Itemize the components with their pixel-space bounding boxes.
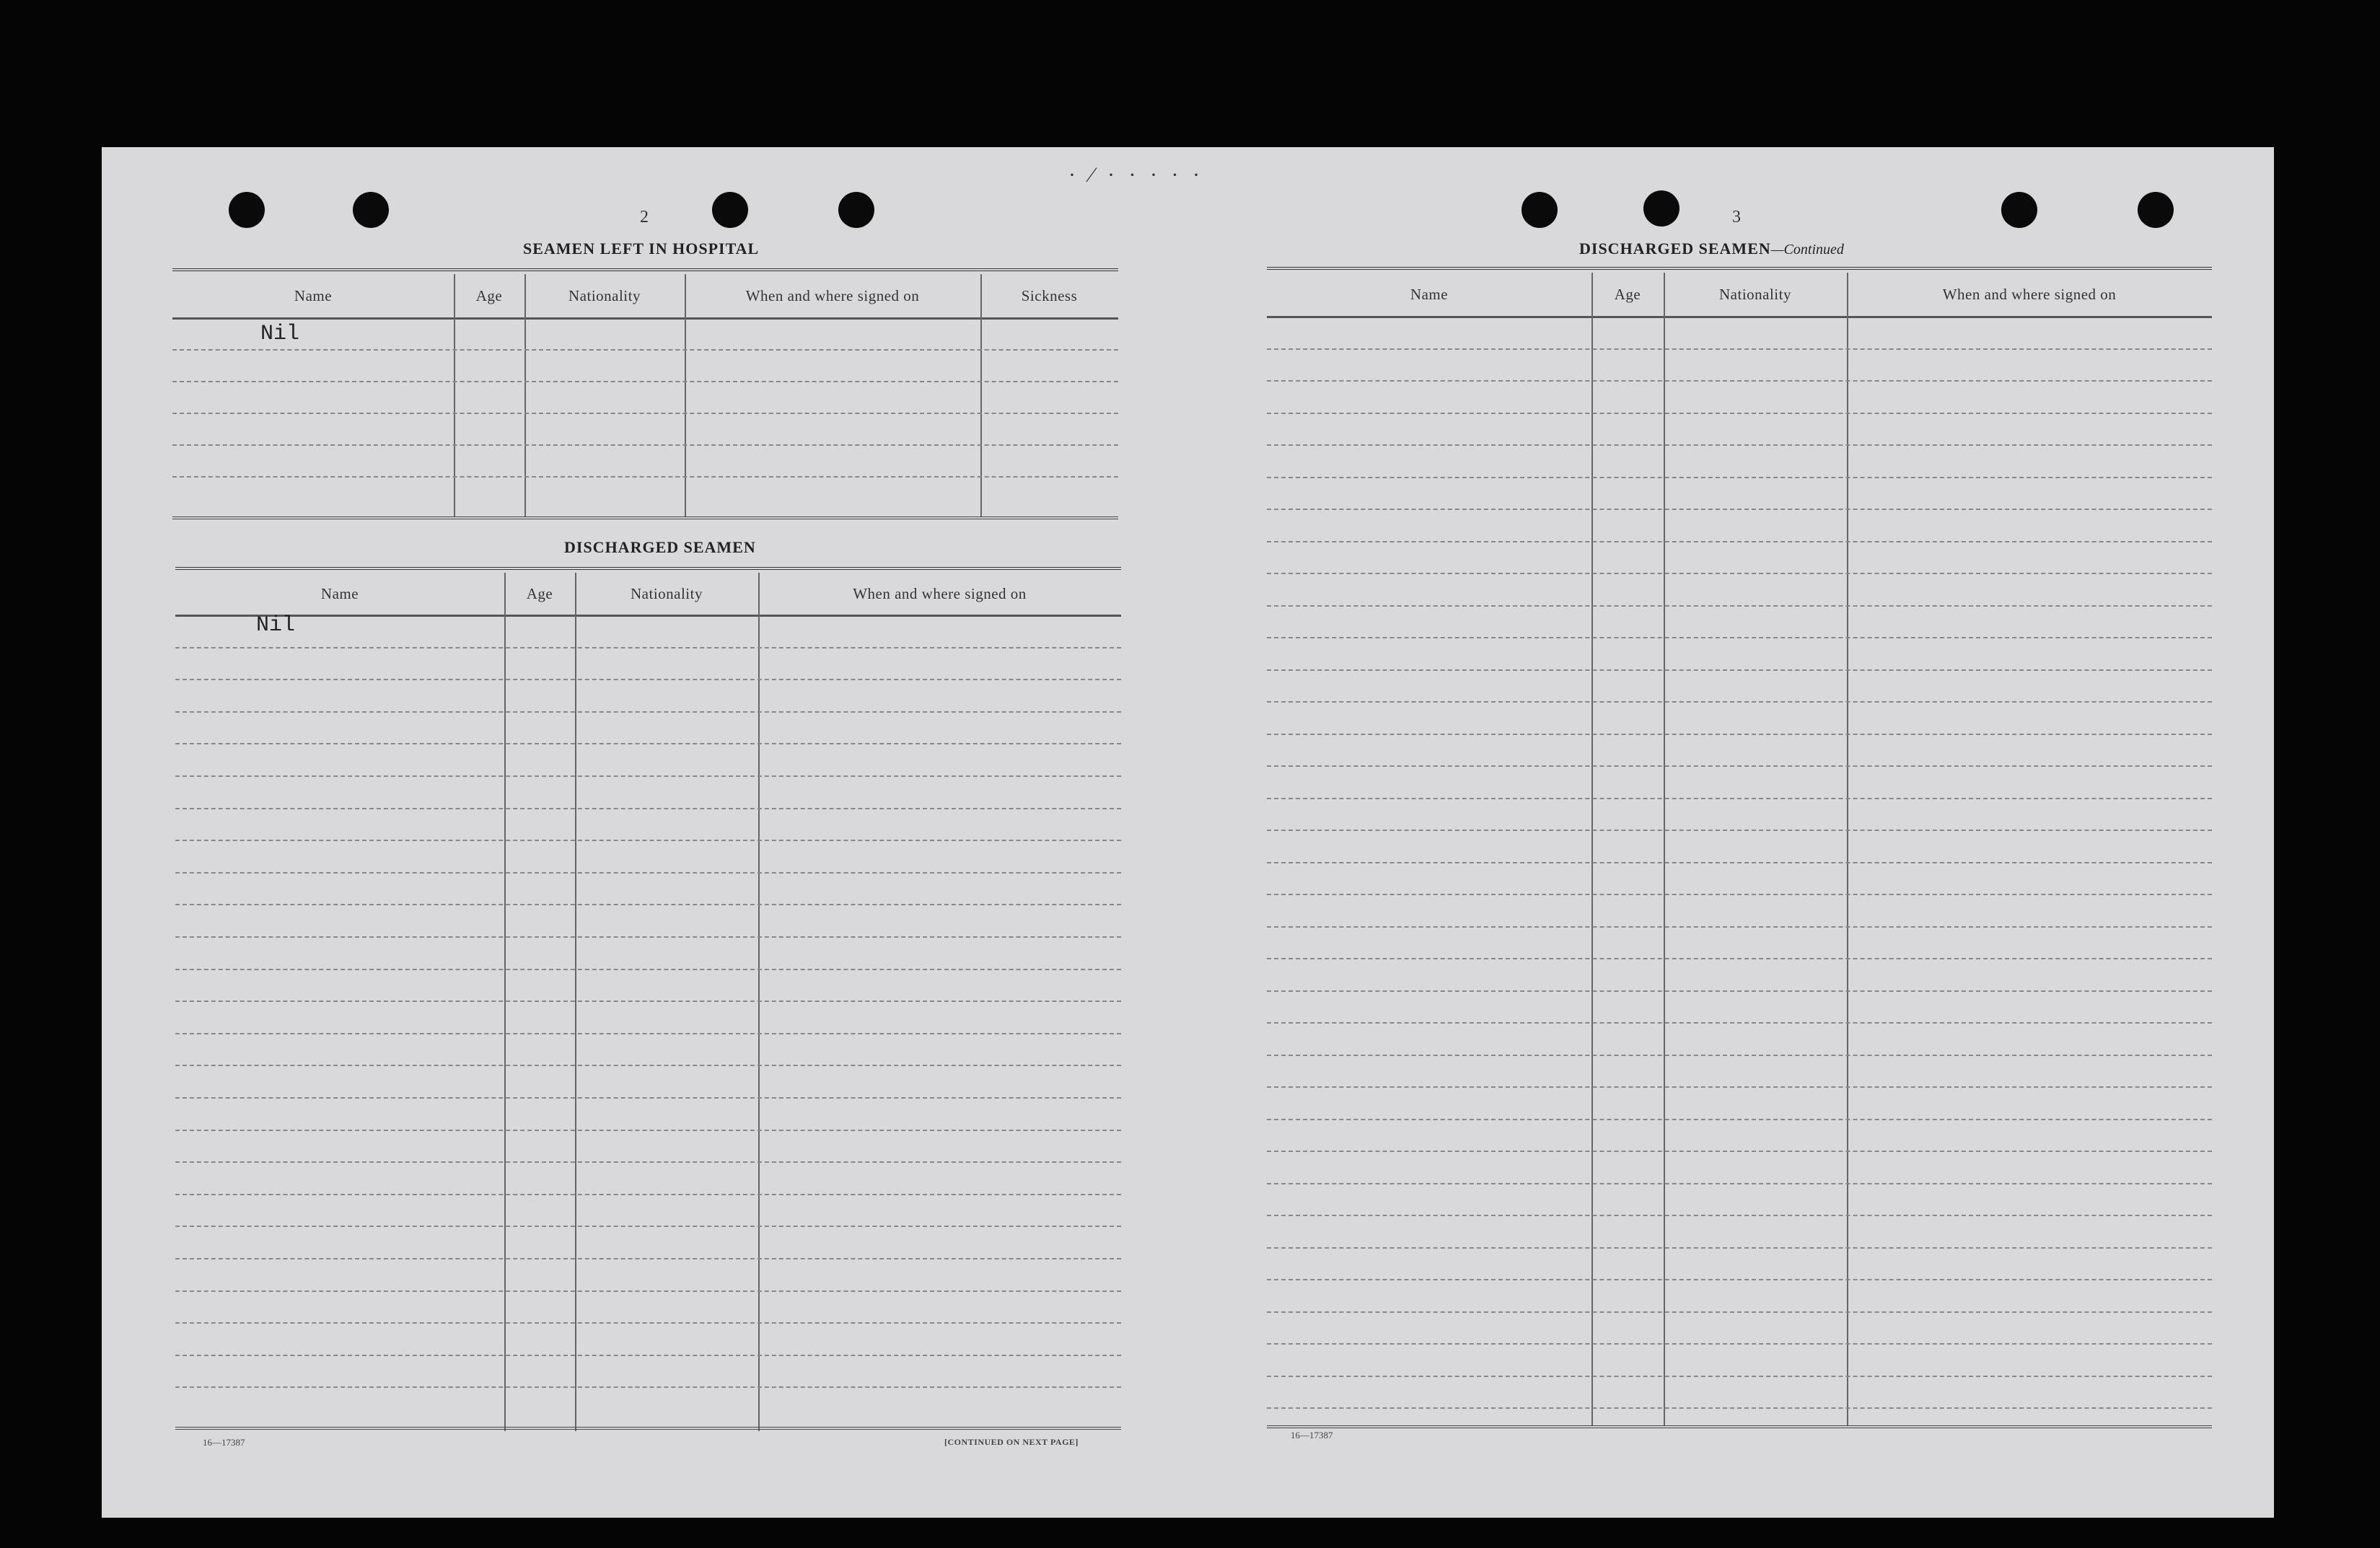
col-header-nationality: Nationality bbox=[1719, 285, 1791, 303]
table-row bbox=[175, 808, 1121, 842]
punch-hole-icon bbox=[229, 192, 265, 228]
col-header-nationality: Nationality bbox=[568, 286, 641, 304]
smudge-marks: · ⁄ · · · · · bbox=[1068, 163, 1204, 187]
punch-hole-icon bbox=[1643, 190, 1679, 227]
table-row bbox=[1267, 509, 2212, 542]
col-header-sickness: Sickness bbox=[1021, 286, 1078, 304]
table-row bbox=[1267, 1151, 2212, 1184]
table-row bbox=[175, 775, 1121, 809]
table-row bbox=[175, 1065, 1121, 1099]
table-row bbox=[1267, 637, 2212, 671]
table-row bbox=[1267, 669, 2212, 703]
table-row bbox=[1267, 413, 2212, 447]
table-row bbox=[175, 1258, 1121, 1292]
page-number-left: 2 bbox=[640, 208, 649, 227]
form-paper bbox=[102, 147, 2274, 1518]
table-row bbox=[1267, 1086, 2212, 1120]
table-row bbox=[1267, 862, 2212, 896]
table-row bbox=[1267, 701, 2212, 735]
hospital-entry-name: Nil bbox=[260, 322, 300, 346]
table-row bbox=[1267, 894, 2212, 928]
table-row bbox=[1267, 316, 2212, 350]
discharged-entry-name: Nil bbox=[256, 613, 296, 638]
table-row bbox=[1267, 541, 2212, 575]
col-header-name: Name bbox=[320, 584, 359, 602]
table-row bbox=[1267, 573, 2212, 607]
table-row bbox=[1267, 1376, 2212, 1410]
table-row bbox=[175, 1290, 1121, 1324]
table-row bbox=[1267, 348, 2212, 382]
col-header-signed-on: When and where signed on bbox=[745, 286, 920, 304]
table-row bbox=[1267, 798, 2212, 832]
form-code-right: 16—17387 bbox=[1291, 1430, 1333, 1441]
punch-hole-icon bbox=[838, 192, 874, 228]
table-row bbox=[1267, 765, 2212, 799]
table-row bbox=[1267, 1343, 2212, 1377]
table-row bbox=[172, 381, 1118, 414]
table-row bbox=[1267, 1279, 2212, 1313]
table-row bbox=[175, 1226, 1121, 1259]
col-header-name: Name bbox=[1410, 285, 1449, 303]
col-header-age: Age bbox=[526, 584, 553, 602]
table-row bbox=[175, 1355, 1121, 1389]
table-row bbox=[175, 1001, 1121, 1034]
discharged-table-left bbox=[175, 567, 1121, 1433]
table-row bbox=[175, 936, 1121, 970]
hospital-table bbox=[172, 268, 1118, 521]
table-row bbox=[1267, 958, 2212, 992]
table-row bbox=[172, 444, 1118, 478]
table-row bbox=[175, 1033, 1121, 1067]
col-header-signed-on: When and where signed on bbox=[1942, 285, 2117, 303]
punch-hole-icon bbox=[2138, 192, 2174, 228]
table-row bbox=[175, 743, 1121, 777]
col-header-age: Age bbox=[1614, 285, 1641, 303]
col-header-age: Age bbox=[475, 286, 503, 304]
page-number-right: 3 bbox=[1732, 208, 1741, 227]
continued-suffix: —Continued bbox=[1770, 242, 1844, 258]
col-header-nationality: Nationality bbox=[631, 584, 703, 602]
hospital-section-title: SEAMEN LEFT IN HOSPITAL bbox=[523, 239, 760, 258]
table-row bbox=[172, 349, 1118, 382]
col-header-signed-on: When and where signed on bbox=[853, 584, 1027, 602]
table-row bbox=[1267, 605, 2212, 639]
table-row bbox=[175, 1161, 1121, 1195]
table-row bbox=[1267, 1183, 2212, 1217]
form-code-left: 16—17387 bbox=[203, 1437, 245, 1448]
table-row bbox=[175, 711, 1121, 745]
table-row bbox=[1267, 1022, 2212, 1056]
discharged-table-right bbox=[1267, 267, 2212, 1428]
table-row bbox=[1267, 1215, 2212, 1249]
table-row bbox=[1267, 734, 2212, 768]
punch-hole-icon bbox=[353, 192, 389, 228]
table-row bbox=[1267, 477, 2212, 511]
table-row bbox=[1267, 1119, 2212, 1153]
table-row bbox=[1267, 1055, 2212, 1089]
discharged-continued-title bbox=[1579, 239, 1844, 258]
table-row bbox=[175, 1097, 1121, 1131]
table-row bbox=[175, 969, 1121, 1003]
table-row bbox=[1267, 990, 2212, 1024]
table-row bbox=[175, 1194, 1121, 1228]
table-row bbox=[1267, 830, 2212, 863]
table-row bbox=[175, 615, 1121, 648]
discharged-continued-title-main: DISCHARGED SEAMEN bbox=[1579, 239, 1771, 258]
table-row bbox=[175, 904, 1121, 938]
table-row bbox=[1267, 380, 2212, 414]
table-row bbox=[172, 413, 1118, 446]
table-row bbox=[175, 647, 1121, 681]
discharged-section-title: DISCHARGED SEAMEN bbox=[564, 538, 756, 556]
table-row bbox=[1267, 1311, 2212, 1345]
table-row bbox=[175, 840, 1121, 874]
punch-hole-icon bbox=[2001, 192, 2037, 228]
continued-note: [CONTINUED ON NEXT PAGE] bbox=[944, 1437, 1079, 1447]
punch-hole-icon bbox=[1521, 192, 1558, 228]
col-header-name: Name bbox=[294, 286, 333, 304]
punch-hole-icon bbox=[712, 192, 748, 228]
table-row bbox=[1267, 444, 2212, 478]
table-row bbox=[175, 1130, 1121, 1164]
table-row bbox=[172, 317, 1118, 351]
table-row bbox=[175, 1322, 1121, 1356]
table-row bbox=[1267, 926, 2212, 960]
table-row bbox=[1267, 1247, 2212, 1281]
table-row bbox=[175, 872, 1121, 906]
table-row bbox=[175, 679, 1121, 713]
